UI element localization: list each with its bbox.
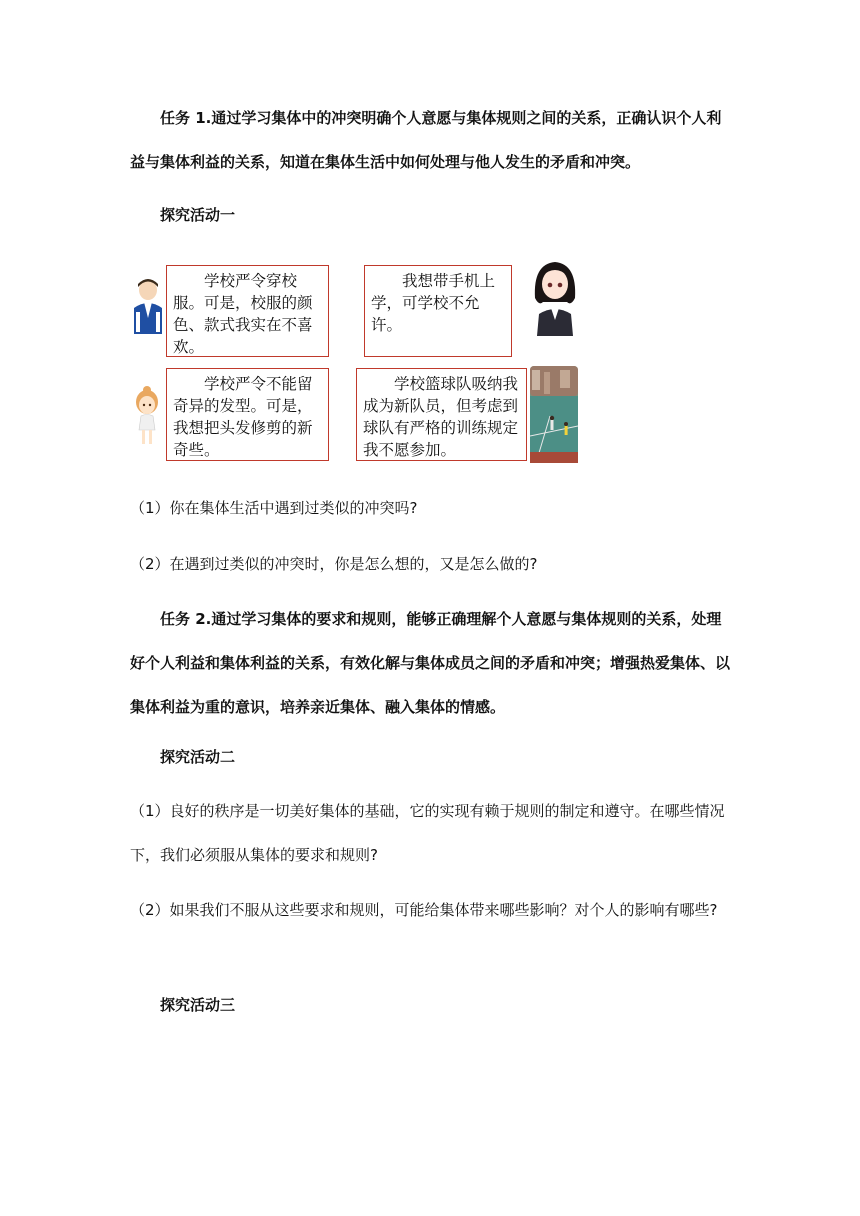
girl-with-ponytail-icon <box>132 386 162 450</box>
task-1-text: 任务 1.通过学习集体中的冲突明确个人意愿与集体规则之间的关系，正确认识个人利益与集体利益的关系，知道在集体生活中如何处理与他人发生的矛盾和冲突。 <box>130 109 722 171</box>
speech-bubble-uniform: 学校严令穿校服。可是，校服的颜色、款式我实在不喜欢。 <box>166 265 329 357</box>
girl-with-black-hair-icon <box>531 258 579 340</box>
question-2-1: （1）良好的秩序是一切美好集体的基础，它的实现有赖于规则的制定和遵守。在哪些情况下，我们必须服从集体的要求和规则? <box>130 802 725 864</box>
boy-in-school-uniform-icon <box>130 278 166 338</box>
task-2-text: 任务 2.通过学习集体的要求和规则，能够正确理解个人意愿与集体规则的关系，处理好个人利益和集体利益的关系，有效化解与集体成员之间的矛盾和冲突；增强热爱集体、以集体利益为重的意识，培养亲近集体、融入集体的情感。 <box>130 610 731 716</box>
speech-bubble-hairstyle: 学校严令不能留奇异的发型。可是，我想把头发修剪的新奇些。 <box>166 368 329 461</box>
question-2-2: （2）如果我们不服从这些要求和规则，可能给集体带来哪些影响？对个人的影响有哪些? <box>130 901 718 919</box>
speech-bubble-phone: 我想带手机上学，可学校不允许。 <box>364 265 512 357</box>
activity-1-heading: 探究活动一 <box>160 206 236 224</box>
speech-bubble-basketball: 学校篮球队吸纳我成为新队员，但考虑到球队有严格的训练规定我不愿参加。 <box>356 368 527 461</box>
activity-3-heading: 探究活动三 <box>160 996 236 1014</box>
question-1-1: （1）你在集体生活中遇到过类似的冲突吗? <box>130 499 418 517</box>
activity-2-heading: 探究活动二 <box>160 748 236 766</box>
question-1-2: （2）在遇到过类似的冲突时，你是怎么想的，又是怎么做的? <box>130 555 538 573</box>
basketball-court-photo-icon <box>530 366 578 467</box>
